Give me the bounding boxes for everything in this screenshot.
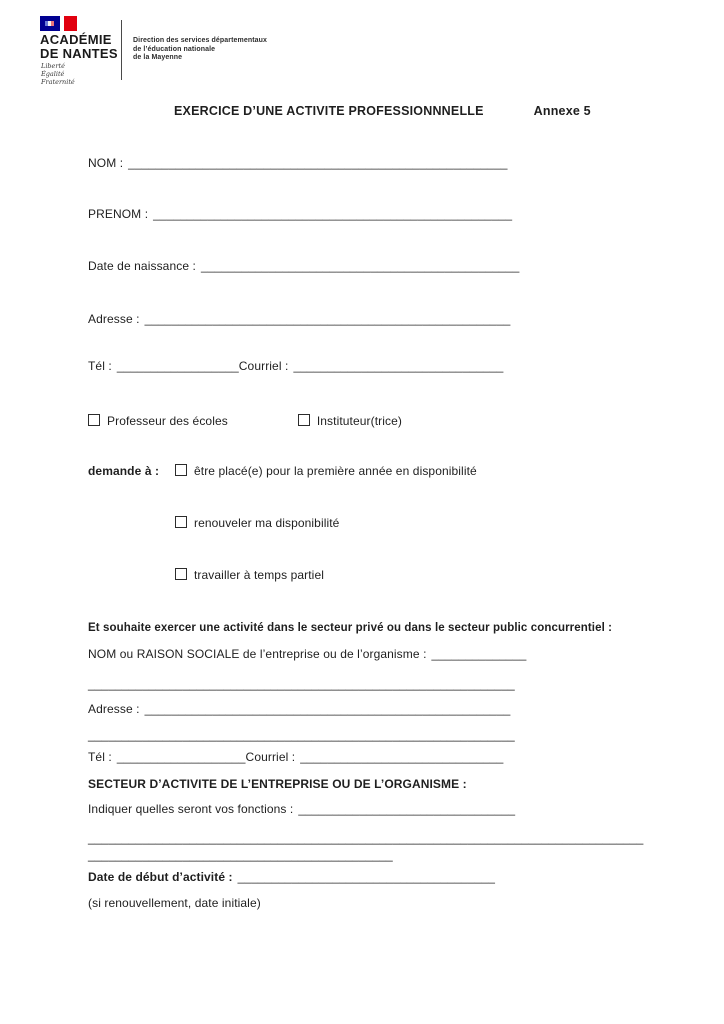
field-naissance-line: _______________________________________________ [200, 259, 520, 273]
option-temps-partiel[interactable] [175, 567, 324, 583]
field-raison-line: ______________ [431, 647, 527, 661]
field-raison-label: NOM ou RAISON SOCIALE de l’entreprise ou de l’organisme : [88, 647, 427, 661]
field-tel-courriel [88, 358, 503, 374]
field-company-adresse-line: ______________________________________________________ [144, 702, 511, 716]
field-nom-label: NOM : [88, 156, 124, 170]
flag-red-block [64, 16, 77, 31]
status-options [88, 413, 402, 429]
field-date-debut-line: ______________________________________ [237, 870, 496, 884]
field-adresse [88, 311, 510, 327]
option-professeur[interactable] [88, 414, 228, 428]
field-naissance [88, 258, 519, 274]
field-company-adresse-label: Adresse : [88, 702, 140, 716]
option-renouveler-label: renouveler ma disponibilité [194, 516, 340, 530]
checkbox-instituteur-icon[interactable] [298, 414, 310, 426]
motto-liberte: Liberté [41, 62, 65, 70]
field-date-debut [88, 869, 495, 885]
field-courriel-line: _______________________________ [293, 359, 504, 373]
mini-tricolor-icon [45, 21, 54, 26]
option-professeur-label: Professeur des écoles [107, 414, 228, 428]
checkbox-professeur-icon[interactable] [88, 414, 100, 426]
field-nom [88, 155, 508, 171]
dsden-line1: Direction des services départementaux [133, 37, 268, 44]
field-naissance-label: Date de naissance : [88, 259, 196, 273]
checkbox-temps-partiel-icon[interactable] [175, 568, 187, 580]
dsden-department-name [133, 37, 267, 63]
raison-continuation-line: _______________________________________________________________ [88, 677, 515, 691]
academy-line2: DE NANTES [40, 46, 118, 61]
page-title: EXERCICE D’UNE ACTIVITE PROFESSIONNNELLE [174, 104, 484, 118]
logo-divider [121, 20, 122, 80]
adresse-continuation-line: _______________________________________________________________ [88, 728, 515, 742]
field-tel-label: Tél : [88, 359, 112, 373]
field-company-tel-label: Tél : [88, 750, 112, 764]
field-prenom-label: PRENOM : [88, 207, 149, 221]
demande-row [88, 463, 477, 479]
option-disponibilite-1-label: être placé(e) pour la première année en disponibilité [194, 464, 477, 478]
option-instituteur[interactable] [298, 414, 402, 428]
dsden-line2: de l’éducation nationale [133, 45, 216, 53]
fonctions-continuation-line-short: _____________________________________________ [88, 848, 393, 862]
option-disponibilite-1[interactable] [175, 464, 477, 478]
republic-motto [41, 63, 75, 86]
field-adresse-line: ______________________________________________________ [144, 312, 511, 326]
field-date-debut-label: Date de début d’activité : [88, 870, 233, 884]
field-company-courriel-line: ______________________________ [300, 750, 504, 764]
dsden-line3: de la Mayenne [133, 54, 183, 62]
field-company-courriel-label: Courriel : [245, 750, 296, 764]
field-raison-sociale [88, 646, 526, 662]
field-tel-line: __________________ [116, 359, 239, 373]
annex-label: Annexe 5 [533, 104, 591, 118]
checkbox-renouveler-icon[interactable] [175, 516, 187, 528]
field-prenom-line: _____________________________________________________ [153, 207, 513, 221]
field-fonctions-line: ________________________________ [298, 802, 516, 816]
field-company-tel-line: ___________________ [116, 750, 246, 764]
field-company-adresse [88, 701, 510, 717]
motto-fraternite: Fraternité [41, 77, 75, 86]
option-renouveler[interactable] [175, 515, 339, 531]
option-instituteur-label: Instituteur(trice) [316, 414, 402, 428]
fonctions-continuation-line-long: __________________________________________________________________________________ [88, 831, 644, 845]
checkbox-premiere-annee-icon[interactable] [175, 464, 187, 476]
field-adresse-label: Adresse : [88, 312, 140, 326]
academy-line1: ACADÉMIE [40, 32, 112, 47]
field-company-tel-courriel [88, 749, 503, 765]
option-temps-partiel-label: travailler à temps partiel [194, 568, 324, 582]
flag-navy-block [40, 16, 60, 31]
motto-egalite: Égalité [41, 69, 65, 78]
field-fonctions-label: Indiquer quelles seront vos fonctions : [88, 802, 294, 816]
field-fonctions [88, 801, 515, 817]
field-courriel-label: Courriel : [238, 359, 289, 373]
renouvellement-note: (si renouvellement, date initiale) [88, 896, 261, 910]
french-flag-logo-icon [40, 16, 77, 32]
academy-name [40, 33, 118, 61]
title-row [174, 104, 591, 118]
field-nom-line: ________________________________________________________ [128, 156, 508, 170]
field-prenom [88, 206, 512, 222]
demande-label: demande à : [88, 464, 160, 478]
secteur-activite-heading: SECTEUR D’ACTIVITE DE L’ENTREPRISE OU DE L’ORGANISME : [88, 777, 467, 791]
company-intro: Et souhaite exercer une activité dans le secteur privé ou dans le secteur public concurrentiel : [88, 622, 613, 634]
